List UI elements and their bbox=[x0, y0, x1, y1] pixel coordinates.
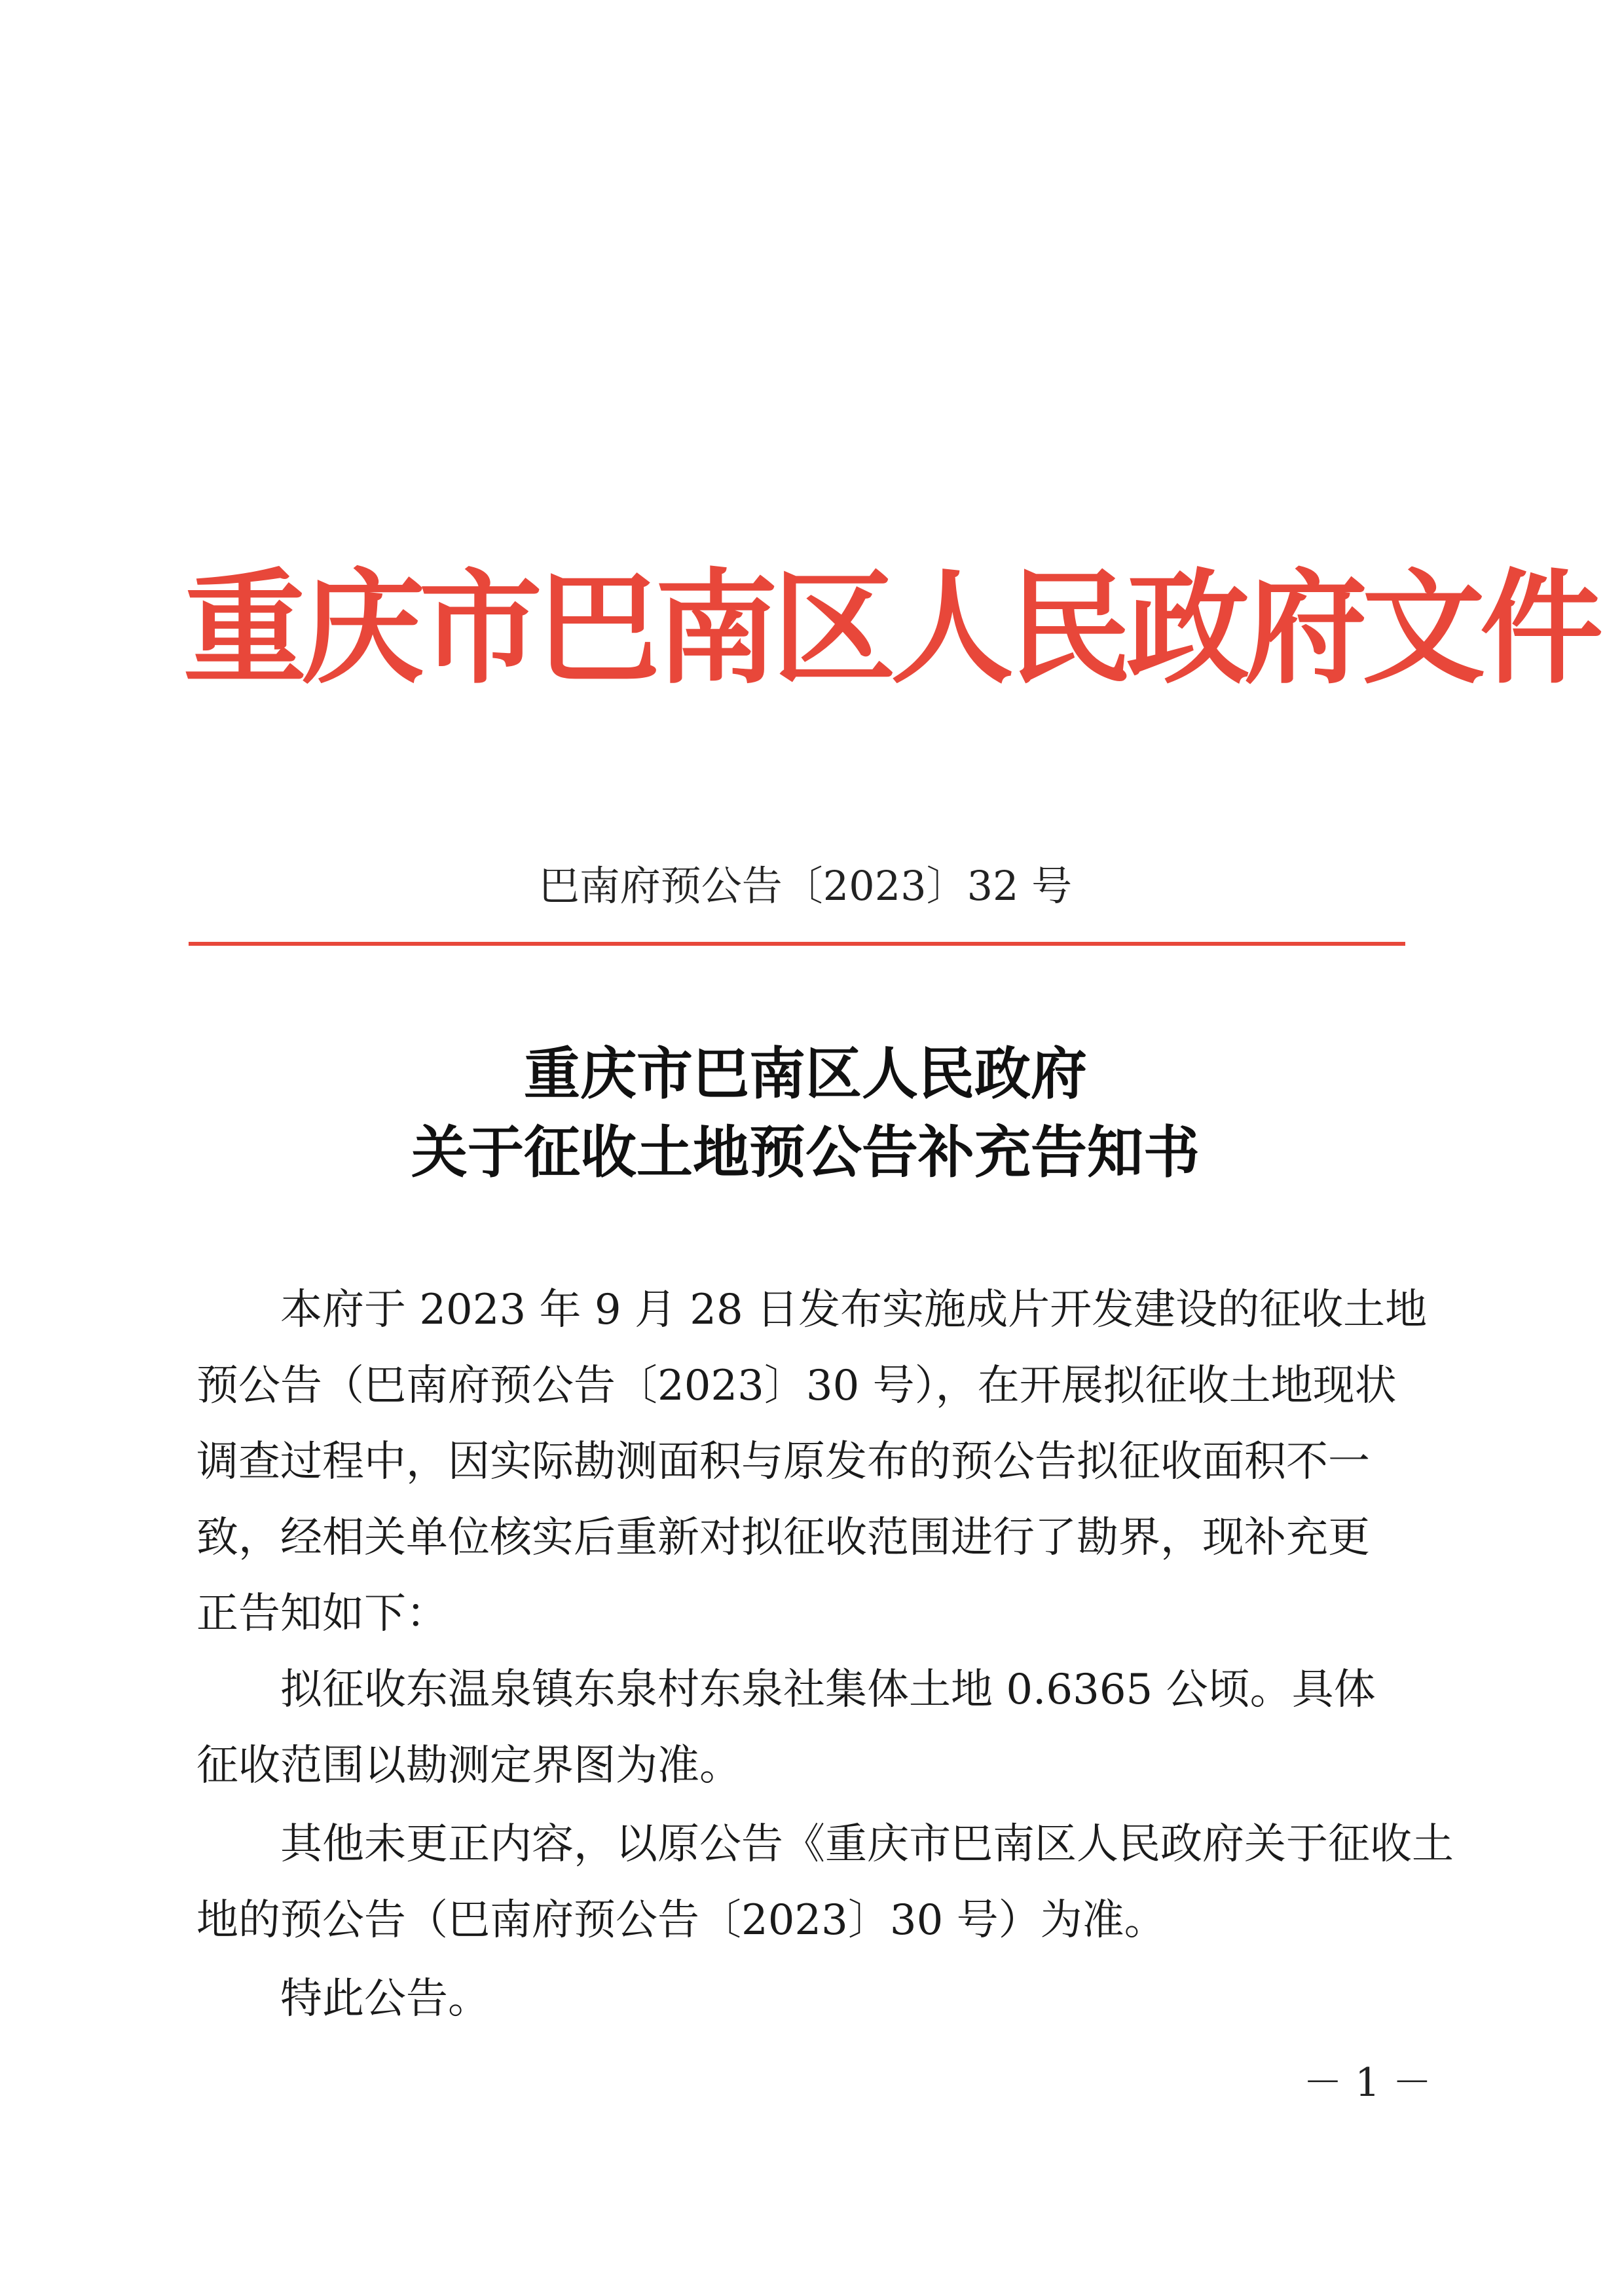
body-line: 其他未更正内容，以原公告《重庆市巴南区人民政府关于征收土 bbox=[280, 1820, 1454, 1869]
body-line: 本府于 2023 年 9 月 28 日发布实施成片开发建设的征收土地 bbox=[280, 1286, 1428, 1334]
body-line: 正告知如下： bbox=[196, 1590, 448, 1638]
body-line: 预公告（巴南府预公告〔2023〕30 号），在开展拟征收土地现状 bbox=[196, 1362, 1397, 1410]
body-line: 地的预公告（巴南府预公告〔2023〕30 号）为准。 bbox=[196, 1896, 1166, 1945]
document-title-line-1: 重庆市巴南区人民政府 bbox=[524, 1041, 1087, 1107]
body-line: 致，经相关单位核实后重新对拟征收范围进行了勘界，现补充更 bbox=[196, 1514, 1370, 1562]
body-line: 调查过程中，因实际勘测面积与原发布的预公告拟征收面积不一 bbox=[196, 1438, 1370, 1486]
document-number: 巴南府预公告〔2023〕32 号 bbox=[538, 862, 1073, 910]
body-paragraph-2 bbox=[196, 1652, 1401, 1804]
closing-paragraph bbox=[196, 1961, 1401, 2037]
closing-line: 特此公告。 bbox=[280, 1975, 490, 2023]
red-divider-line bbox=[189, 942, 1405, 946]
body-paragraph-1 bbox=[196, 1272, 1428, 1652]
body-line: 征收范围以勘测定界图为准。 bbox=[196, 1742, 741, 1790]
agency-header-title: 重庆市巴南区人民政府文件 bbox=[183, 556, 1598, 701]
body-line: 拟征收东温泉镇东泉村东泉社集体土地 0.6365 公顷。具体 bbox=[280, 1666, 1376, 1714]
body-paragraph-3 bbox=[196, 1806, 1454, 1958]
document-title-line-2: 关于征收土地预公告补充告知书 bbox=[411, 1119, 1200, 1185]
page-number: － 1 － bbox=[1303, 2060, 1432, 2106]
